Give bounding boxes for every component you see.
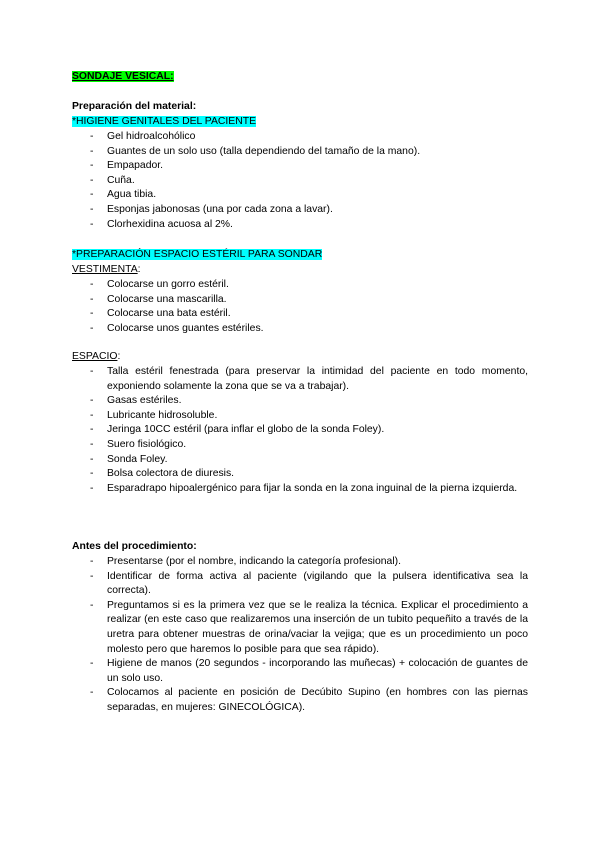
list-item-text: Esparadrapo hipoalergénico para fijar la sonda en la zona inguinal de la pierna izquierda.	[107, 482, 518, 494]
list-item-text: Colocarse un gorro estéril.	[107, 279, 229, 290]
dash-bullet: -	[90, 174, 94, 186]
list-item	[72, 145, 528, 160]
list-item-text: Suero fisiológico.	[107, 438, 187, 450]
list-item	[72, 188, 528, 203]
list-item-text: Gel hidroalcohólico	[107, 131, 196, 142]
dash-bullet: -	[90, 687, 94, 699]
vestimenta-label-row	[72, 263, 528, 278]
list-item	[72, 467, 528, 482]
vestimenta-list	[72, 278, 528, 336]
list-item	[72, 686, 528, 715]
list-item-text: Clorhexidina acuosa al 2%.	[107, 218, 233, 230]
section1-heading: *HIGIENE GENITALES DEL PACIENTE	[72, 116, 256, 127]
espacio-label: ESPACIO	[72, 351, 118, 362]
list-item	[72, 394, 528, 409]
espacio-colon: :	[117, 351, 121, 362]
list-item-text: Colocarse unos guantes estériles.	[107, 322, 264, 334]
document-title: SONDAJE VESICAL:	[72, 71, 174, 82]
list-item	[72, 159, 528, 174]
list-item	[72, 278, 528, 293]
list-item	[72, 409, 528, 424]
dash-bullet: -	[90, 658, 94, 670]
dash-bullet: -	[90, 160, 94, 172]
list-item-text: Empapador.	[107, 160, 164, 172]
section2-heading-row	[72, 248, 528, 263]
section1-heading-row	[72, 115, 528, 130]
list-item	[72, 322, 528, 337]
section3-heading: Antes del procedimiento:	[72, 541, 197, 552]
list-item	[72, 218, 528, 233]
dash-bullet: -	[90, 322, 94, 334]
dash-bullet: -	[90, 482, 94, 494]
list-item-text: Guantes de un solo uso (talla dependiendo del tamaño de la mano).	[107, 145, 421, 157]
dash-bullet: -	[90, 279, 94, 290]
dash-bullet: -	[90, 395, 94, 407]
list-item-text: Agua tibia.	[107, 189, 157, 201]
list-item	[72, 438, 528, 453]
list-item	[72, 293, 528, 308]
list-item	[72, 570, 528, 599]
list-item	[72, 453, 528, 468]
list-item-text: Colocarse una bata estéril.	[107, 308, 231, 320]
section1-list	[72, 130, 528, 232]
dash-bullet: -	[90, 599, 94, 611]
dash-bullet: -	[90, 366, 94, 377]
list-item-text: Identificar de forma activa al paciente (vigilando que la pulsera identificativa sea la correcta).	[107, 570, 528, 597]
list-item-text: Colocarse una mascarilla.	[107, 293, 227, 305]
dash-bullet: -	[90, 468, 94, 480]
dash-bullet: -	[90, 438, 94, 450]
document-title-row	[72, 70, 528, 85]
dash-bullet: -	[90, 145, 94, 157]
list-item-text: Talla estéril fenestrada (para preservar la intimidad del paciente en todo momento, exponiendo solamente la zona que se va a trabajar).	[107, 366, 528, 392]
list-item	[72, 423, 528, 438]
list-item-text: Bolsa colectora de diuresis.	[107, 468, 235, 480]
list-item	[72, 307, 528, 322]
espacio-label-row	[72, 350, 528, 365]
list-item	[72, 657, 528, 686]
list-item-text: Preguntamos si es la primera vez que se le realiza la técnica. Explicar el procedimiento a realizar (en este caso que realizaremos una inserción de un tubito pequeñito a través de la uretra para obtener muestras de orina/vaciar la vejiga; que es un procedimiento un poco molesto pero que haremos lo posible para que sea rápido).	[107, 599, 528, 655]
vestimenta-label: VESTIMENTA	[72, 264, 138, 275]
list-item	[72, 130, 528, 145]
list-item-text: Presentarse (por el nombre, indicando la categoría profesional).	[107, 556, 401, 567]
dash-bullet: -	[90, 308, 94, 320]
dash-bullet: -	[90, 570, 94, 582]
espacio-list	[72, 365, 528, 496]
list-item-text: Gasas estériles.	[107, 395, 182, 407]
list-item-text: Esponjas jabonosas (una por cada zona a lavar).	[107, 203, 333, 215]
list-item-text: Jeringa 10CC estéril (para inflar el globo de la sonda Foley).	[107, 424, 385, 436]
list-item	[72, 599, 528, 657]
list-item	[72, 555, 528, 570]
dash-bullet: -	[90, 203, 94, 215]
material-heading: Preparación del material:	[72, 101, 197, 112]
dash-bullet: -	[90, 453, 94, 465]
list-item	[72, 174, 528, 189]
list-item-text: Sonda Foley.	[107, 453, 168, 465]
section3-list	[72, 555, 528, 716]
list-item-text: Cuña.	[107, 174, 135, 186]
list-item-text: Higiene de manos (20 segundos - incorporando las muñecas) + colocación de guantes de un solo uso.	[107, 658, 528, 684]
list-item	[72, 482, 528, 497]
dash-bullet: -	[90, 189, 94, 201]
section2-heading: *PREPARACIÓN ESPACIO ESTÉRIL PARA SONDAR	[72, 249, 323, 260]
dash-bullet: -	[90, 293, 94, 305]
list-item	[72, 365, 528, 394]
dash-bullet: -	[90, 409, 94, 421]
list-item-text: Colocamos al paciente en posición de Decúbito Supino (en hombres con las piernas separadas, en mujeres: GINECOLÓGICA).	[107, 687, 528, 713]
dash-bullet: -	[90, 556, 94, 567]
dash-bullet: -	[90, 131, 94, 142]
list-item	[72, 203, 528, 218]
vestimenta-colon: :	[137, 264, 141, 275]
dash-bullet: -	[90, 218, 94, 230]
list-item-text: Lubricante hidrosoluble.	[107, 409, 218, 421]
dash-bullet: -	[90, 424, 94, 436]
